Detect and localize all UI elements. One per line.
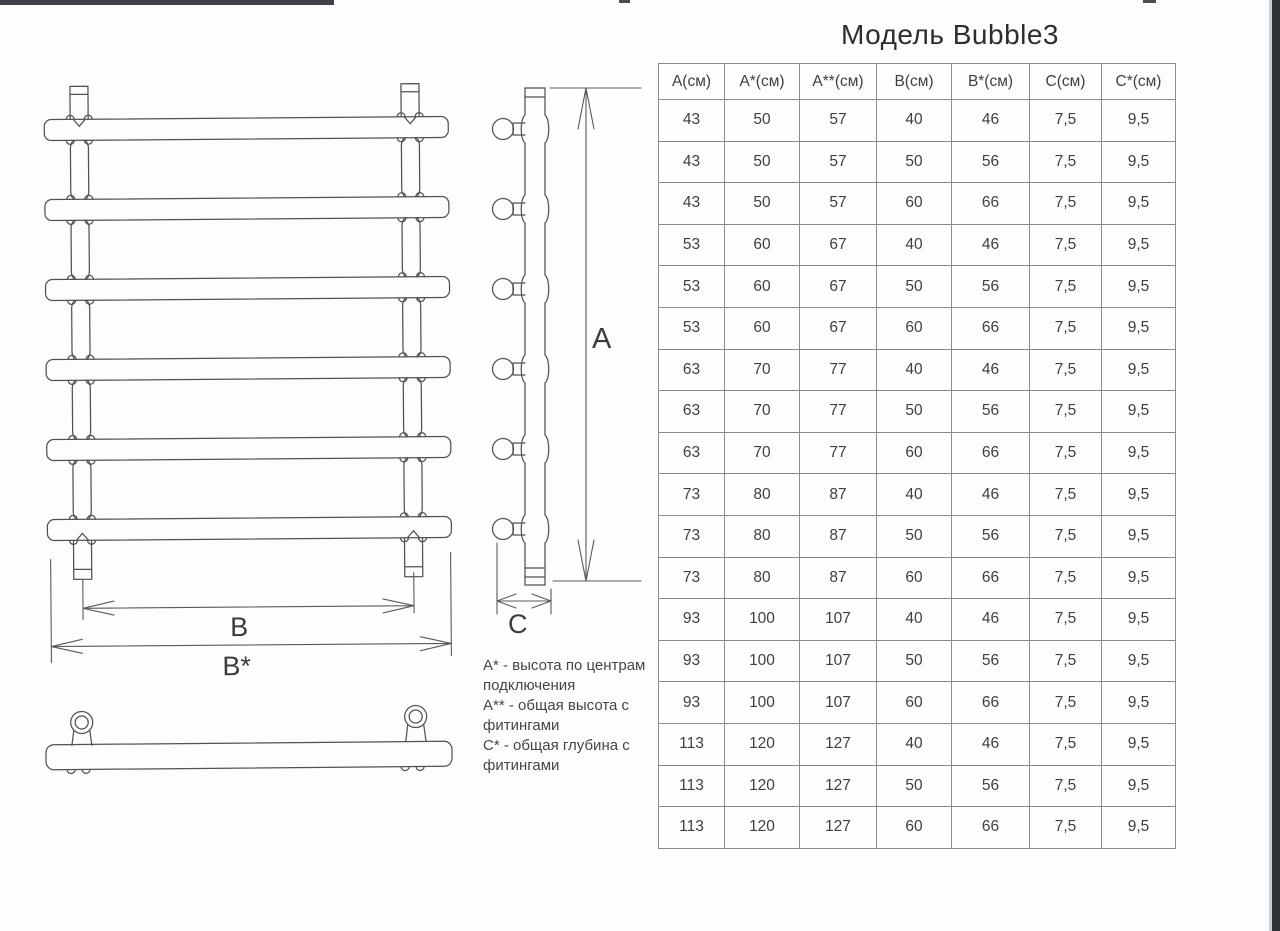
table-cell: 100: [725, 682, 800, 724]
table-cell: 80: [725, 557, 800, 599]
table-cell: 9,5: [1102, 765, 1176, 807]
table-cell: 50: [877, 141, 952, 183]
table-cell: 70: [725, 391, 800, 433]
table-cell: 100: [725, 599, 800, 641]
column-header: А**(см): [800, 64, 877, 100]
dimension-notes: [483, 656, 665, 777]
table-cell: 9,5: [1102, 682, 1176, 724]
table-cell: 7,5: [1030, 100, 1102, 142]
table-row: [659, 266, 1176, 308]
table-cell: 67: [800, 266, 877, 308]
table-cell: 67: [800, 224, 877, 266]
table-cell: 7,5: [1030, 141, 1102, 183]
table-cell: 40: [877, 474, 952, 516]
spec-table: [658, 63, 1176, 849]
table-cell: 9,5: [1102, 557, 1176, 599]
table-cell: 40: [877, 100, 952, 142]
table-cell: 60: [725, 266, 800, 308]
table-cell: 50: [877, 515, 952, 557]
table-cell: 127: [800, 723, 877, 765]
table-cell: 9,5: [1102, 515, 1176, 557]
column-header: С*(см): [1102, 64, 1176, 100]
table-cell: 73: [659, 515, 725, 557]
table-cell: 7,5: [1030, 474, 1102, 516]
table-cell: 9,5: [1102, 723, 1176, 765]
table-cell: 9,5: [1102, 391, 1176, 433]
note-a-double-star: А** - общая высота с фитингами: [483, 697, 630, 735]
table-cell: 46: [952, 349, 1030, 391]
spec-table-head: [659, 64, 1176, 100]
bar-end-knob: [493, 279, 526, 300]
column-header: А(см): [659, 64, 725, 100]
side-view: [493, 88, 642, 639]
table-cell: 77: [800, 349, 877, 391]
top-connector-left: [70, 86, 88, 126]
table-cell: 53: [659, 307, 725, 349]
table-row: [659, 599, 1176, 641]
table-cell: 66: [952, 807, 1030, 849]
table-cell: 66: [952, 682, 1030, 724]
table-cell: 7,5: [1030, 557, 1102, 599]
table-cell: 113: [659, 765, 725, 807]
table-cell: 40: [877, 224, 952, 266]
page-title: Модель Bubble3: [840, 19, 1060, 50]
table-cell: 43: [659, 141, 725, 183]
column-header: А*(см): [725, 64, 800, 100]
table-cell: 40: [877, 349, 952, 391]
table-cell: 46: [952, 723, 1030, 765]
table-cell: 7,5: [1030, 640, 1102, 682]
table-cell: 9,5: [1102, 599, 1176, 641]
table-cell: 63: [659, 432, 725, 474]
bar-end-knob: [493, 519, 526, 540]
table-cell: 46: [952, 474, 1030, 516]
table-row: [659, 557, 1176, 599]
table-cell: 127: [800, 765, 877, 807]
table-cell: 107: [800, 640, 877, 682]
table-cell: 43: [659, 183, 725, 225]
table-cell: 70: [725, 432, 800, 474]
table-cell: 50: [877, 266, 952, 308]
bar-end-knob: [493, 199, 526, 220]
column-header: В(см): [877, 64, 952, 100]
column-header: В*(см): [952, 64, 1030, 100]
table-cell: 70: [725, 349, 800, 391]
table-cell: 56: [952, 765, 1030, 807]
table-cell: 87: [800, 515, 877, 557]
table-row: [659, 183, 1176, 225]
header-row: [659, 64, 1176, 100]
label-depth: С: [508, 609, 528, 639]
bottom-view: [46, 705, 453, 774]
table-cell: 73: [659, 474, 725, 516]
table-cell: 46: [952, 100, 1030, 142]
note-a-star: А* - высота по центрам подключения: [483, 657, 646, 695]
table-cell: 127: [800, 807, 877, 849]
table-cell: 50: [725, 100, 800, 142]
table-cell: 7,5: [1030, 515, 1102, 557]
table-cell: 46: [952, 224, 1030, 266]
table-cell: 7,5: [1030, 599, 1102, 641]
table-row: [659, 765, 1176, 807]
table-row: [659, 723, 1176, 765]
table-cell: 56: [952, 266, 1030, 308]
table-cell: 93: [659, 599, 725, 641]
note-c-star: С* - общая глубина с фитингами: [483, 737, 630, 775]
table-cell: 56: [952, 391, 1030, 433]
table-cell: 57: [800, 183, 877, 225]
table-cell: 67: [800, 307, 877, 349]
table-row: [659, 432, 1176, 474]
table-cell: 9,5: [1102, 807, 1176, 849]
dimension-c: [497, 543, 551, 614]
table-cell: 9,5: [1102, 141, 1176, 183]
table-cell: 7,5: [1030, 183, 1102, 225]
table-cell: 63: [659, 391, 725, 433]
table-cell: 7,5: [1030, 349, 1102, 391]
table-row: [659, 474, 1176, 516]
table-row: [659, 515, 1176, 557]
table-cell: 60: [877, 307, 952, 349]
table-cell: 77: [800, 391, 877, 433]
table-cell: 66: [952, 432, 1030, 474]
table-row: [659, 640, 1176, 682]
table-cell: 107: [800, 682, 877, 724]
table-cell: 43: [659, 100, 725, 142]
table-cell: 40: [877, 599, 952, 641]
table-cell: 9,5: [1102, 307, 1176, 349]
table-cell: 120: [725, 723, 800, 765]
table-cell: 73: [659, 557, 725, 599]
table-cell: 87: [800, 474, 877, 516]
table-cell: 60: [725, 307, 800, 349]
table-cell: 60: [877, 557, 952, 599]
table-cell: 93: [659, 682, 725, 724]
label-width-inner: В: [230, 612, 249, 643]
table-cell: 57: [800, 141, 877, 183]
table-cell: 7,5: [1030, 682, 1102, 724]
table-cell: 7,5: [1030, 391, 1102, 433]
table-cell: 66: [952, 557, 1030, 599]
table-row: [659, 100, 1176, 142]
dimension-b: [83, 573, 414, 620]
table-cell: 50: [877, 765, 952, 807]
table-cell: 9,5: [1102, 100, 1176, 142]
table-cell: 100: [725, 640, 800, 682]
table-cell: 56: [952, 141, 1030, 183]
label-width-outer: В*: [222, 651, 252, 682]
wall-bracket-ring: [405, 705, 427, 740]
table-cell: 9,5: [1102, 432, 1176, 474]
table-cell: 9,5: [1102, 224, 1176, 266]
label-height: А: [592, 323, 612, 355]
bar-end-knob: [493, 439, 526, 460]
table-cell: 60: [877, 183, 952, 225]
table-cell: 80: [725, 474, 800, 516]
table-cell: 9,5: [1102, 183, 1176, 225]
table-row: [659, 391, 1176, 433]
wall-bracket-ring: [71, 711, 93, 745]
table-cell: 7,5: [1030, 266, 1102, 308]
table-cell: 50: [877, 640, 952, 682]
table-row: [659, 141, 1176, 183]
table-cell: 9,5: [1102, 640, 1176, 682]
table-cell: 46: [952, 599, 1030, 641]
table-cell: 56: [952, 515, 1030, 557]
table-row: [659, 349, 1176, 391]
table-cell: 57: [800, 100, 877, 142]
table-row: [659, 807, 1176, 849]
table-cell: 53: [659, 224, 725, 266]
table-cell: 7,5: [1030, 224, 1102, 266]
table-cell: 50: [877, 391, 952, 433]
table-cell: 60: [877, 807, 952, 849]
table-cell: 60: [725, 224, 800, 266]
table-cell: 56: [952, 640, 1030, 682]
table-cell: 107: [800, 599, 877, 641]
bar-end-knob: [493, 359, 526, 380]
spec-table-body: [659, 100, 1176, 849]
table-cell: 120: [725, 765, 800, 807]
table-cell: 60: [877, 682, 952, 724]
table-cell: 7,5: [1030, 307, 1102, 349]
table-cell: 113: [659, 723, 725, 765]
table-cell: 9,5: [1102, 266, 1176, 308]
table-cell: 77: [800, 432, 877, 474]
bar-end-knob: [493, 119, 526, 140]
table-cell: 7,5: [1030, 807, 1102, 849]
table-cell: 50: [725, 183, 800, 225]
table-cell: 53: [659, 266, 725, 308]
table-cell: 7,5: [1030, 765, 1102, 807]
table-cell: 93: [659, 640, 725, 682]
table-cell: 66: [952, 307, 1030, 349]
table-cell: 87: [800, 557, 877, 599]
table-cell: 60: [877, 432, 952, 474]
table-cell: 113: [659, 807, 725, 849]
table-row: [659, 682, 1176, 724]
top-connector-right: [401, 84, 419, 124]
table-cell: 66: [952, 183, 1030, 225]
table-cell: 7,5: [1030, 723, 1102, 765]
front-view: [44, 83, 453, 682]
table-cell: 9,5: [1102, 474, 1176, 516]
table-cell: 63: [659, 349, 725, 391]
table-cell: 50: [725, 141, 800, 183]
column-header: С(см): [1030, 64, 1102, 100]
table-cell: 40: [877, 723, 952, 765]
table-cell: 7,5: [1030, 432, 1102, 474]
table-cell: 80: [725, 515, 800, 557]
table-row: [659, 307, 1176, 349]
table-cell: 9,5: [1102, 349, 1176, 391]
table-cell: 120: [725, 807, 800, 849]
table-row: [659, 224, 1176, 266]
